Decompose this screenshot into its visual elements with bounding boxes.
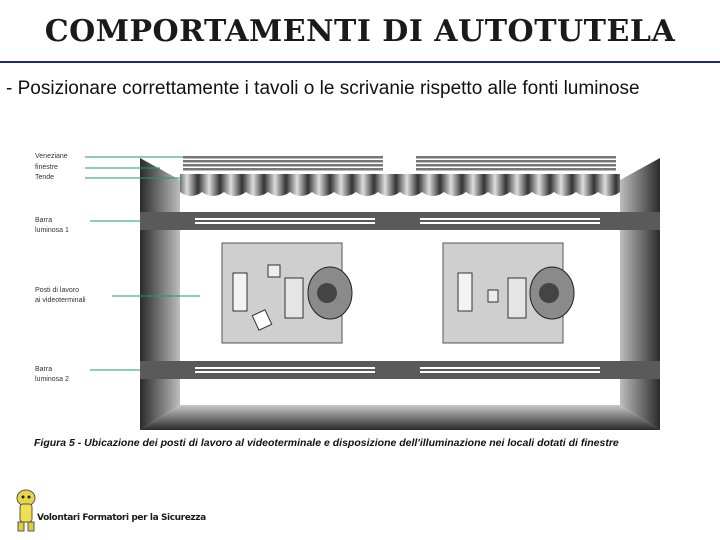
light-bar-1 — [140, 212, 660, 230]
label-barra-1: Barra — [35, 217, 53, 224]
label-barra-2: Barra — [35, 366, 53, 373]
bullet-text: - Posizionare correttamente i tavoli o le scrivanie rispetto alle fonti luminose — [6, 78, 640, 99]
label-videoterminali: ai videoterminali — [35, 297, 86, 304]
title-underline — [0, 61, 720, 63]
label-luminosa-2: luminosa 2 — [35, 376, 69, 383]
office-layout-figure — [0, 140, 720, 470]
label-tende: Tende — [35, 174, 55, 181]
venetian-blinds — [183, 156, 616, 171]
label-finestre: finestre — [35, 164, 58, 171]
slide-title: COMPORTAMENTI DI AUTOTUTELA — [44, 14, 676, 49]
label-veneziane: Veneziane — [35, 153, 68, 160]
safety-mascot-logo — [10, 482, 150, 534]
label-luminosa-1: luminosa 1 — [35, 227, 69, 234]
figure-caption: Figura 5 - Ubicazione dei posti di lavoro al videoterminale e disposizione dell'illuminazione nei locali dotati di finestre — [34, 437, 619, 449]
workstation-1 — [222, 243, 352, 343]
light-bar-2 — [140, 361, 660, 379]
room — [140, 158, 660, 430]
logo-text: Volontari Formatori per la Sicurezza — [37, 513, 206, 523]
workstation-2 — [443, 243, 574, 343]
label-posti: Posti di lavoro — [35, 287, 79, 294]
